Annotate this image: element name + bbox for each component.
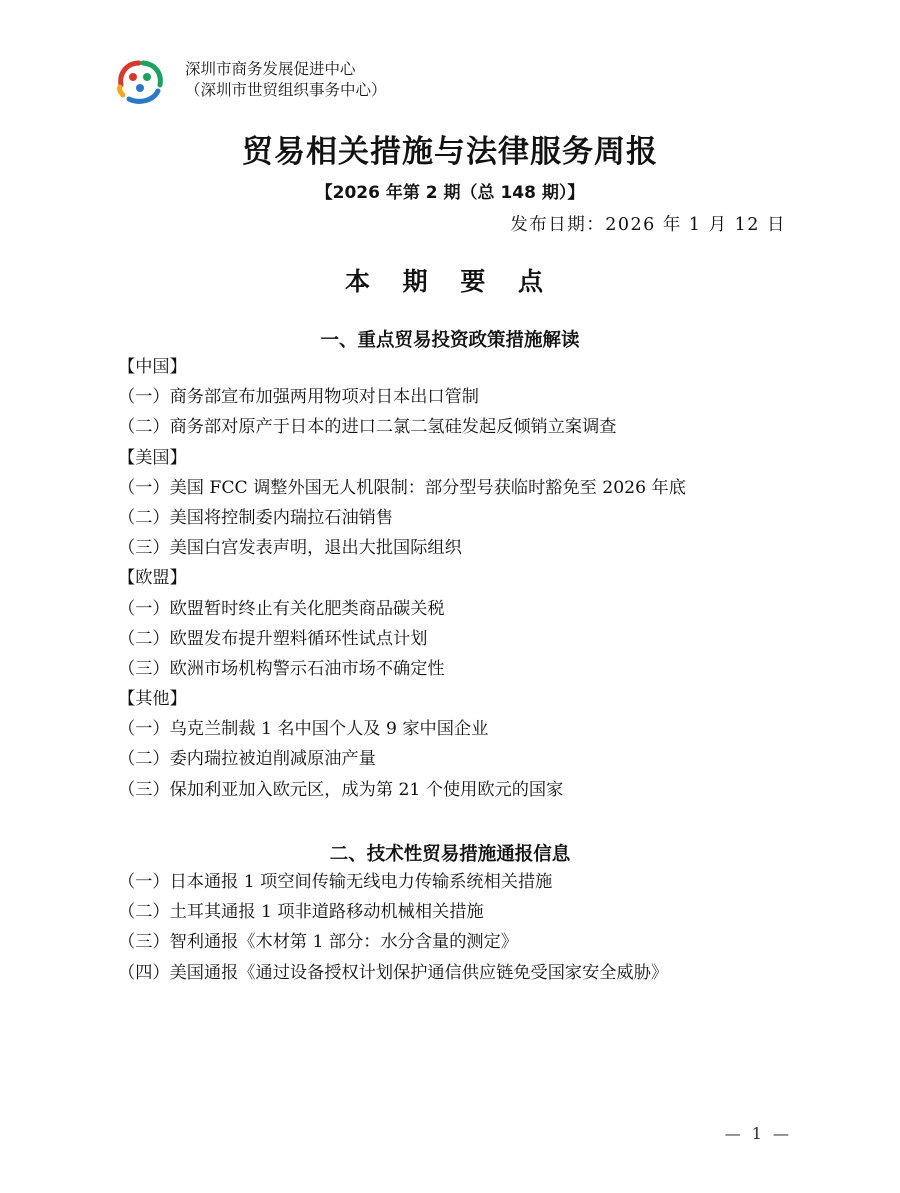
region-label-eu: 【欧盟】: [118, 568, 187, 589]
policy-list: [118, 352, 798, 805]
region-label-china: 【中国】: [118, 357, 187, 377]
region-label-other: 【其他】: [118, 689, 187, 710]
org-name-block: [185, 59, 387, 101]
publish-date: 发布日期：2026 年 1 月 12 日: [510, 215, 786, 235]
list-item: （三）美国白宫发表声明，退出大批国际组织: [118, 538, 462, 559]
org-logo-icon: [113, 55, 167, 105]
tbt-list: [118, 867, 798, 988]
list-item: （二）美国将控制委内瑞拉石油销售: [118, 507, 394, 528]
list-item: （一）日本通报 1 项空间传输无线电力传输系统相关措施: [118, 872, 553, 892]
list-item: （一）美国 FCC 调整外国无人机限制：部分型号获临时豁免至 2026 年底: [118, 477, 686, 498]
page-header: [113, 52, 387, 108]
page-number: — 1 —: [724, 1124, 792, 1143]
list-item: （一）乌克兰制裁 1 名中国个人及 9 家中国企业: [118, 719, 489, 740]
list-item: （二）委内瑞拉被迫削减原油产量: [118, 749, 376, 770]
list-item: （一）商务部宣布加强两用物项对日本出口管制: [118, 387, 479, 408]
list-item: （三）保加利亚加入欧元区，成为第 21 个使用欧元的国家: [118, 779, 564, 800]
org-subname: （深圳市世贸组织事务中心）: [185, 81, 387, 99]
list-item: （三）智利通报《木材第 1 部分：水分含量的测定》: [118, 932, 518, 953]
issue-number: 【2026 年第 2 期（总 148 期）】: [315, 183, 585, 203]
section-heading-policy: 一、重点贸易投资政策措施解读: [320, 330, 580, 351]
document-title: 贸易相关措施与法律服务周报: [242, 134, 658, 170]
highlights-heading: 本 期 要 点: [344, 267, 556, 296]
list-item: （三）欧洲市场机构警示石油市场不确定性: [118, 658, 445, 679]
list-item: （四）美国通报《通过设备授权计划保护通信供应链免受国家安全威胁》: [118, 962, 669, 983]
list-item: （二）商务部对原产于日本的进口二氯二氢硅发起反倾销立案调查: [118, 417, 617, 438]
list-item: （二）土耳其通报 1 项非道路移动机械相关措施: [118, 902, 484, 923]
section-heading-tbt: 二、技术性贸易措施通报信息: [329, 844, 571, 865]
list-item: （二）欧盟发布提升塑料循环性试点计划: [118, 628, 428, 649]
region-label-usa: 【美国】: [118, 447, 187, 468]
list-item: （一）欧盟暂时终止有关化肥类商品碳关税: [118, 598, 445, 619]
org-name: 深圳市商务发展促进中心: [185, 60, 356, 78]
